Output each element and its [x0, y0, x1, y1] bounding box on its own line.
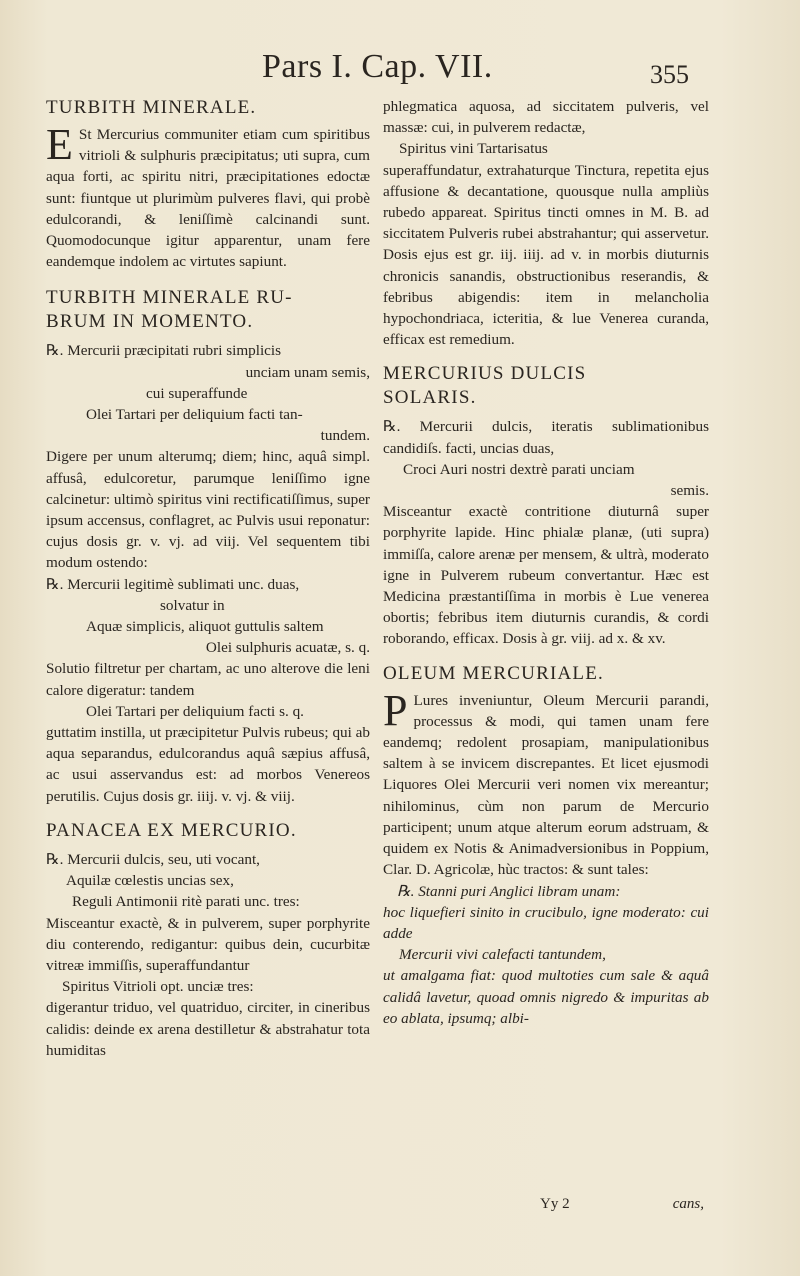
paragraph-text: Solutio filtretur per chartam, ac uno alterove die leni calore digeratur: tandem	[46, 660, 370, 699]
section-heading-mercurius-dulcis: MERCURIUS DULCIS	[383, 363, 587, 385]
recipe-line: Olei Tartari per deliquium facti s. q.	[86, 702, 304, 720]
recipe-line: Mercurii vivi calefacti tantundem,	[399, 946, 606, 964]
catchword: cans,	[672, 1196, 704, 1212]
page-number: 355	[650, 60, 689, 89]
paragraph-text: ut amalgama fiat: quod multoties cum sale & aquâ calidâ lavetur, quoad omnis nigredo & impuritas ab eo ablata, ipsumq; albi-	[383, 967, 709, 1027]
section-heading-turbith-rubrum-2: BRUM IN MOMENTO.	[46, 311, 254, 333]
drop-cap: P	[383, 685, 408, 735]
left-column	[46, 96, 370, 1061]
paragraph-text: Misceantur exactè contritione diuturnâ super porphyrite lapide. Hinc phialæ planæ, (uti supra) immiſſa, calore arenæ per mensem, & ultrà, moderato igne in Pulverem rubeum convertantur. Hæc est Medicina præstantiſſima in morbis è Lue venerea obortis; febribus item diuturnis curandis, & cordi roborando, efficax. Dosis à gr. viij. ad x. & xv.	[383, 503, 709, 648]
paragraph-oleum	[383, 685, 709, 881]
drop-cap: E	[46, 120, 73, 169]
right-column	[383, 96, 709, 1029]
recipe-line: Aquæ simplicis, aliquot guttulis saltem	[86, 618, 324, 636]
paragraph-text: hoc liquefieri sinito in crucibulo, igne moderato: cui adde	[383, 903, 709, 942]
recipe-line: Spiritus Vitrioli opt. unciæ tres:	[62, 978, 254, 996]
section-heading-turbith-rubrum: TURBITH MINERALE RU-	[46, 287, 293, 309]
paragraph-text: Misceantur exactè, & in pulverem, super porphyrite diu conterendo, redigantur: quibus dein, cucurbitæ vitreæ immiſſis, superaffundantur	[46, 914, 370, 974]
signature-mark: Yy 2	[540, 1196, 570, 1212]
recipe-line: Croci Auri nostri dextrè parati unciam	[403, 460, 635, 478]
recipe-line: tundem.	[320, 427, 370, 445]
recipe-line: Aquilæ cœlestis uncias sex,	[66, 872, 234, 890]
recipe-line: cui superaffunde	[146, 384, 248, 402]
recipe-line: ℞. Mercurii legitimè sublimati unc. duas,	[46, 575, 300, 593]
section-heading-oleum: OLEUM MERCURIALE.	[383, 662, 604, 684]
recipe-line: ℞. Mercurii dulcis, seu, uti vocant,	[46, 850, 260, 868]
recipe-line: Reguli Antimonii ritè parati unc. tres:	[72, 893, 300, 911]
paragraph-text: Lures inveniuntur, Oleum Mercurii parandi, processus & modi, qui tamen unam fere eandemq; redolent prosapiam, manipulationibus saltem à se invicem discrepantes. Et licet ejusmodi Liquores Olei Mercurii veri nomen vix mereantur; nihilominus, cùm non parum de Mercurio participent; unum atque alterum eorum adstruam, & quidem ex Notis & Animadversionibus in Poppium, Clar. D. Agricolæ, hùc tractos: & sunt tales:	[383, 691, 709, 879]
page-header	[0, 48, 800, 98]
recipe-line: Olei Tartari per deliquium facti tan-	[86, 406, 303, 424]
paragraph-text: phlegmatica aquosa, ad siccitatem pulveris, vel massæ: cui, in pulverem redactæ,	[383, 98, 709, 137]
section-heading-turbith: TURBITH MINERALE.	[46, 97, 257, 118]
paragraph-text: Digere per unum alterumq; diem; hinc, aquâ simpl. affusâ, edulcoretur, parumque leniſſimo igne calcinetur: ultimò spiritus vini rectificatiſſimus, super ipsum accensus, conflagret, ac Pulvis usui reponatur: cujus dosis gr. v. vj. ad viij. Vel sequentem tibi modum ostendo:	[46, 448, 370, 572]
section-heading-panacea: PANACEA EX MERCURIO.	[46, 819, 297, 841]
recipe-line: Olei sulphuris acuatæ, s. q.	[205, 639, 370, 657]
recipe-line: Spiritus vini Tartarisatus	[399, 140, 548, 158]
recipe-line: semis.	[670, 482, 709, 500]
paragraph-turbith	[46, 120, 370, 272]
paragraph-text: St Mercurius communiter etiam cum spiritibus vitrioli & sulphuris præcipitatus; uti supra, cum aqua forti, ac spiritu nitri, præcipitationes edoctæ sunt: fiuntque ut plurimùm pulveres flavi, qui probè edulcorandi, & leniſſimè calcinandi sunt. Quomodocunque igitur apparentur, unam fere eandemque indolem ac virtutes sapiunt.	[46, 126, 370, 271]
recipe-line: ℞. Mercurii dulcis, iteratis sublimationibus candidiſs. facti, uncias duas,	[383, 418, 709, 457]
recipe-line: solvatur in	[160, 596, 225, 614]
recipe-line: unciam unam semis,	[245, 363, 370, 381]
recipe-line: ℞. Mercurii præcipitati rubri simplicis	[46, 342, 282, 360]
paragraph-text: guttatim instilla, ut præcipitetur Pulvis rubeus; qui ab aqua separandus, edulcorandus aquâ sæpius affusâ, ac usui asservandus est: ad morbos Venereos perutilis. Cujus dosis gr. iiij. v. vj. & viij.	[46, 724, 370, 805]
paragraph-text: digerantur triduo, vel quatriduo, circiter, in cineribus calidis: deinde ex arena destilletur & abstrahatur tota humiditas	[46, 999, 370, 1059]
paragraph-text: superaffundatur, extrahaturque Tinctura, repetita ejus affusione & decantatione, quousque nulla ampliùs rubedo appareat. Spiritus tincti omnes in M. B. ad siccitatem Pulveris rubei abstrahantur; qui asservetur. Dosis ejus est gr. iij. iiij. ad v. in morbis diuturnis chronicis sanandis, obstructionibus reserandis, & febribus abigendis: item in melancholia hypochondriaca, icteritia, & lue Venerea curanda, efficax est remedium.	[383, 161, 709, 349]
recipe-line: ℞. Stanni puri Anglici libram unam:	[397, 882, 621, 900]
running-head: Pars I. Cap. VII.	[262, 48, 493, 85]
section-heading-mercurius-dulcis-2: SOLARIS.	[383, 387, 477, 409]
